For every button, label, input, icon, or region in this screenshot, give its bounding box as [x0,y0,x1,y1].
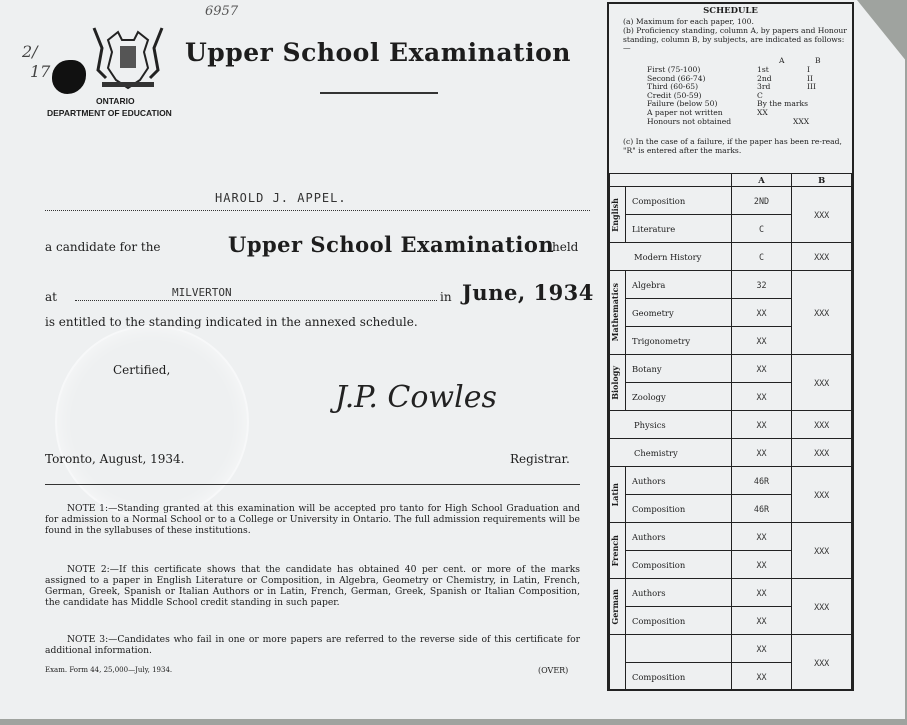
schedule-note-b: (b) Proficiency standing, column A, by papers and Honour standing, column B, by subjects, are indicated as follows:— [623,26,847,53]
mark-a: XX [731,383,792,411]
table-row [610,635,852,663]
title-rule [320,92,438,94]
mark-a: XX [731,551,792,579]
table-row [610,523,852,551]
location-line [75,286,437,301]
scale-b: XXX [793,116,810,126]
legend-col-a: A [779,56,785,65]
scale-label: Failure (below 50) [647,99,718,109]
schedule-panel [607,2,854,691]
mark-a: XX [731,327,792,355]
table-row [610,467,852,495]
schedule-note-a: (a) Maximum for each paper, 100. [623,17,754,26]
scale-b: II [807,73,813,83]
exam-name: Upper School Examination [228,232,555,257]
subject-label: Chemistry [610,439,732,467]
handwritten-number: 6957 [205,4,239,19]
mark-b: XXX [792,635,852,691]
subject-label: Literature [625,215,731,243]
table-row [610,439,852,467]
mark-b: XXX [792,411,852,439]
mark-a: XX [731,523,792,551]
subject-label: Modern History [610,243,732,271]
province-label: ONTARIO [96,96,135,106]
candidate-name: HAROLD J. APPEL. [215,191,347,205]
schedule-title: SCHEDULE [703,6,758,16]
subject-label: Botany [625,355,731,383]
subject-label: Authors [625,467,731,495]
table-row [610,243,852,271]
schedule-note-c: (c) In the case of a failure, if the paper has been re-read, "R" is entered after the marks. [623,137,842,155]
scale-a: 3rd [757,82,771,92]
mark-b: XXX [792,579,852,635]
subject-label: Composition [625,551,731,579]
table-row [610,411,852,439]
group-english: English [610,197,620,232]
group-german: German [610,588,620,625]
scale-a: 1st [757,65,769,74]
location: MILVERTON [172,286,232,299]
scale-a: By the marks [757,99,808,109]
coat-of-arms-icon [88,18,168,98]
mark-a: 32 [731,271,792,299]
mark-b: XXX [792,355,852,411]
scale-label: Second (66-74) [647,73,706,83]
mark-a: XX [731,411,792,439]
subject-label: Algebra [625,271,731,299]
scale-label: Credit (50-59) [647,90,702,100]
in-label: in [440,290,452,304]
subject-label: Composition [625,607,731,635]
subject-label: Authors [625,579,731,607]
note-1: NOTE 1:—Standing granted at this examination will be accepted pro tanto for High School Graduation and for admission to a Normal School or to a College or University in Ontario. The full admission requirements will be found in the syllabuses of these institutions. [45,503,580,536]
department-label: DEPARTMENT OF EDUCATION [47,108,172,118]
mark-a: 46R [731,467,792,495]
subject-label: Composition [625,187,731,215]
standing-scale [647,66,852,126]
legend-col-b: B [815,56,821,65]
group-latin: Latin [610,482,620,507]
held-text: held [552,240,579,254]
mark-a: XX [731,579,792,607]
mark-a: XX [731,355,792,383]
candidate-text: a candidate for the [45,240,161,254]
mark-a: XX [731,439,792,467]
at-label: at [45,290,57,304]
group-french: French [610,534,620,567]
mark-a: C [731,243,792,271]
table-row [610,187,852,215]
mark-a: XX [731,299,792,327]
subject-label: Zoology [625,383,731,411]
scale-label: Third (60-65) [647,82,699,92]
standing-text: is entitled to the standing indicated in the annexed schedule. [45,315,418,329]
scale-b: I [807,65,810,74]
subject-label: Physics [610,411,732,439]
divider [45,484,580,485]
registrar-signature: J.P. Cowles [335,380,497,415]
page-title: Upper School Examination [185,38,571,67]
mark-a: C [731,215,792,243]
embossed-seal [55,325,249,519]
subject-label [625,635,731,663]
mark-b: XXX [792,439,852,467]
subject-label: Composition [625,663,731,691]
scale-a: XX [757,107,768,117]
table-row [610,355,852,383]
mark-a: 2ND [731,187,792,215]
subject-label: Authors [625,523,731,551]
table-row [610,579,852,607]
scale-label: A paper not written [647,107,723,117]
mark-b: XXX [792,523,852,579]
over-label: (OVER) [538,666,569,675]
scale-b: III [807,82,816,92]
registrar-label: Registrar. [510,452,570,466]
form-number: Exam. Form 44, 25,000—July, 1934. [45,666,173,674]
mark-b: XXX [792,187,852,243]
certified-label: Certified, [113,363,171,377]
note-2: NOTE 2:—If this certificate shows that the candidate has obtained 40 per cent. or more of the marks assigned to a paper in English Literature or Composition, in Algebra, Geometry or Chemistry, in Latin, French, German, Greek, Spanish or Italian Authors or in Latin, French, German, Greek, Spanish or Italian Composition, the candidate has Middle School credit standing in such paper. [45,564,580,608]
place-date: Toronto, August, 1934. [45,452,185,466]
exam-date: June, 1934 [462,280,594,305]
group-biology: Biology [610,365,620,400]
note-3: NOTE 3:—Candidates who fail in one or more papers are referred to the reverse side of this certificate for additional information. [45,634,580,656]
mark-b: XXX [792,467,852,523]
scale-a: 2nd [757,73,772,83]
marks-table [609,173,852,691]
mark-b: XXX [792,271,852,355]
column-b-header: B [792,174,852,187]
mark-b: XXX [792,243,852,271]
mark-a: XX [731,607,792,635]
scale-label: Honours not obtained [647,116,732,126]
scale-label: First (75-100) [647,65,701,74]
torn-corner [857,0,907,62]
subject-label: Composition [625,495,731,523]
mark-a: XX [731,663,792,691]
handwritten-mark-2: 17 [30,62,51,81]
table-row [610,271,852,299]
subject-label: Geometry [625,299,731,327]
column-a-header: A [731,174,792,187]
handwritten-mark: 2/ [22,42,38,61]
mark-a: XX [731,635,792,663]
subject-label: Trigonometry [625,327,731,355]
mark-a: 46R [731,495,792,523]
scale-a: C [757,90,763,100]
group-mathematics: Mathematics [610,283,620,342]
